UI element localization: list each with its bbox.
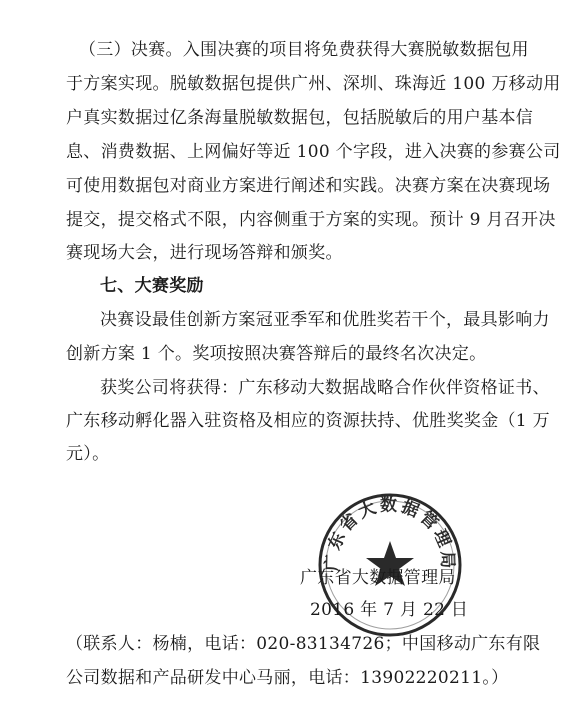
signature-org: 广东省大数据管理局 — [300, 568, 456, 588]
paragraph-line: 广东移动孵化器入驻资格及相应的资源扶持、优胜奖奖金（1 万 — [66, 411, 550, 431]
paragraph-line: 元）。 — [66, 444, 110, 464]
paragraph-line: 户真实数据过亿条海量脱敏数据包，包括脱敏后的用户基本信 — [66, 108, 534, 128]
paragraph-line: 创新方案 1 个。奖项按照决赛答辩后的最终名次决定。 — [66, 344, 487, 364]
signature-date: 2016 年 7 月 22 日 — [310, 600, 469, 620]
seal-arc-text: 广东省大数据管理局 — [322, 495, 458, 572]
paragraph-line: （三）决赛。入围决赛的项目将免费获得大赛脱敏数据包用 — [79, 40, 529, 60]
paragraph-line: 赛现场大会，进行现场答辩和颁奖。 — [66, 243, 343, 263]
paragraph-line: 决赛设最佳创新方案冠亚季军和优胜奖若干个，最具影响力 — [100, 310, 550, 330]
contact-line: （联系人：杨楠，电话：020-83134726；中国移动广东有限 — [66, 634, 541, 654]
section-heading: 七、大赛奖励 — [100, 276, 204, 296]
paragraph-line: 提交，提交格式不限，内容侧重于方案的实现。预计 9 月召开决 — [66, 210, 556, 230]
paragraph-line: 可使用数据包对商业方案进行阐述和实践。决赛方案在决赛现场 — [66, 176, 551, 196]
paragraph-line: 息、消费数据、上网偏好等近 100 个字段，进入决赛的参赛公司 — [66, 142, 561, 162]
paragraph-line: 获奖公司将获得：广东移动大数据战略合作伙伴资格证书、 — [100, 378, 550, 398]
paragraph-line: 于方案实现。脱敏数据包提供广州、深圳、珠海近 100 万移动用 — [66, 74, 561, 94]
contact-line: 公司数据和产品研发中心马丽，电话：13902220211。） — [66, 668, 509, 688]
